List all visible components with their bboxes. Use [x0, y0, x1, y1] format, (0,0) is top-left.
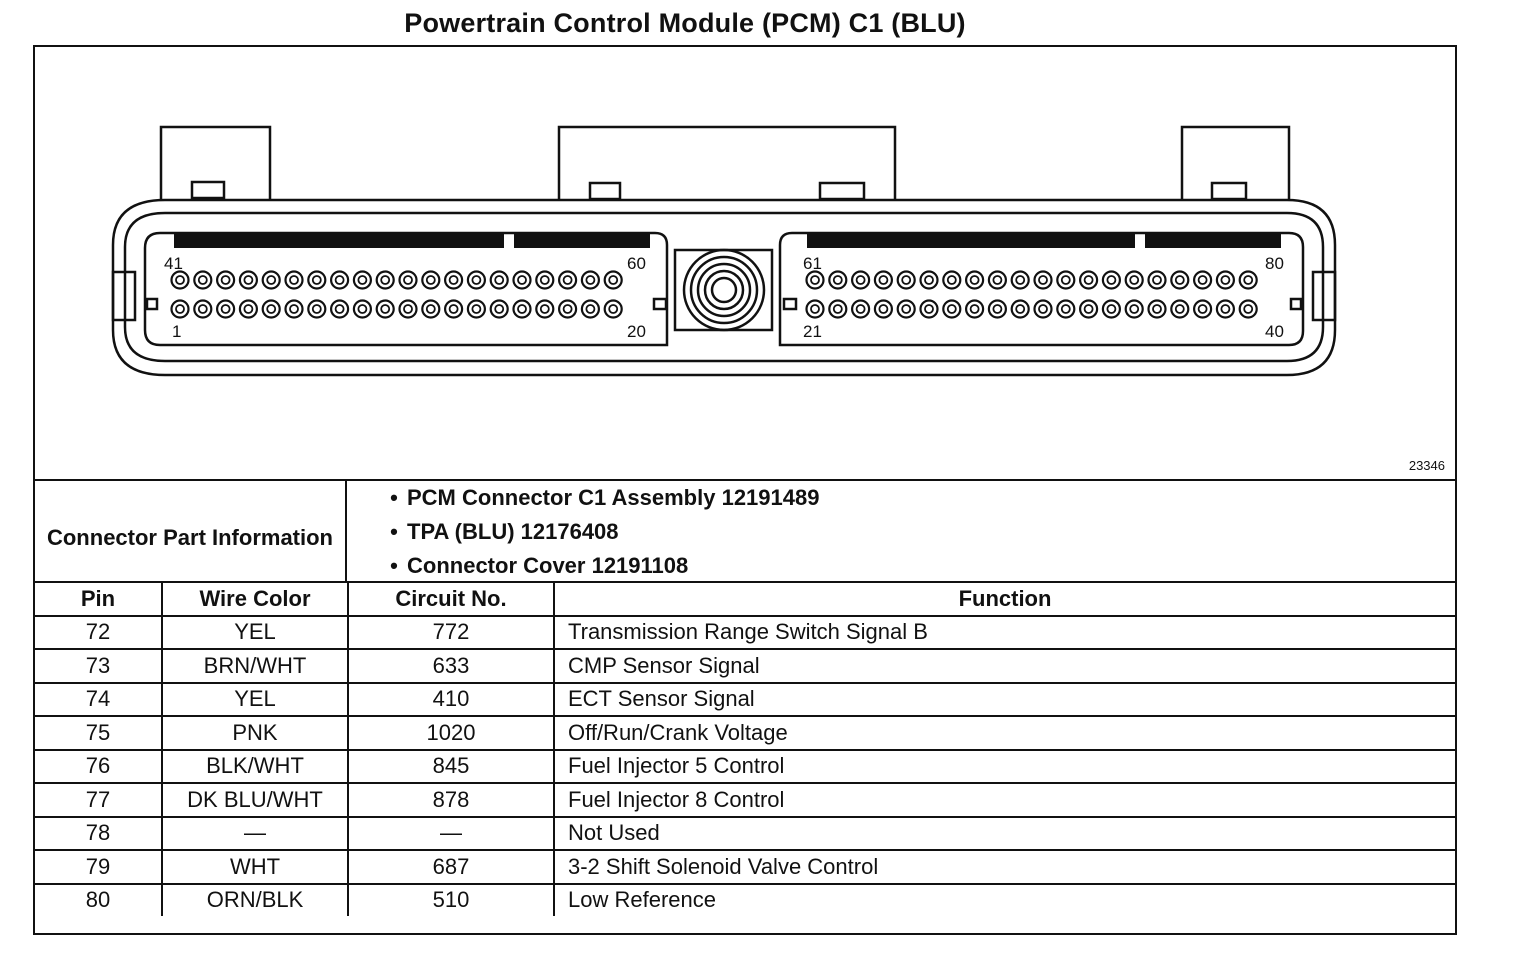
- cell-function: CMP Sensor Signal: [554, 649, 1455, 683]
- pin-terminal-54: [472, 276, 480, 284]
- pin-cavity-34: [1103, 301, 1120, 318]
- pin-terminal-37: [1176, 305, 1184, 313]
- pin-terminal-33: [1085, 305, 1093, 313]
- pin-terminal-49: [358, 276, 366, 284]
- pin-terminal-40: [1244, 305, 1252, 313]
- pin-cavity-63: [852, 272, 869, 289]
- cell-function: Fuel Injector 5 Control: [554, 750, 1455, 784]
- pin-terminal-63: [857, 276, 865, 284]
- pin-terminal-62: [834, 276, 842, 284]
- pin-cavity-51: [400, 272, 417, 289]
- pin-terminal-12: [427, 305, 435, 313]
- pin-terminal-3: [222, 305, 230, 313]
- pin-cavity-13: [445, 301, 462, 318]
- table-row: [35, 683, 1455, 717]
- pin-terminal-55: [495, 276, 503, 284]
- pin-cavity-50: [377, 272, 394, 289]
- part-info-item: • TPA (BLU) 12176408: [351, 515, 819, 549]
- cell-wire-color: DK BLU/WHT: [162, 783, 348, 817]
- pin-terminal-7: [313, 305, 321, 313]
- pin-cavity-65: [898, 272, 915, 289]
- pin-terminal-56: [518, 276, 526, 284]
- pin-terminal-75: [1130, 276, 1138, 284]
- pin-terminal-16: [518, 305, 526, 313]
- pin-terminal-17: [541, 305, 549, 313]
- pin-cavity-52: [422, 272, 439, 289]
- pin-cavity-3: [217, 301, 234, 318]
- pin-cavity-72: [1057, 272, 1074, 289]
- pin-terminal-72: [1062, 276, 1070, 284]
- pin-cavity-21: [807, 301, 824, 318]
- cell-circuit: —: [348, 817, 554, 851]
- center-post-outer: [684, 250, 764, 330]
- pin-terminal-22: [834, 305, 842, 313]
- pin-cavity-76: [1149, 272, 1166, 289]
- figure-number: 23346: [1408, 458, 1445, 473]
- pin-terminal-31: [1039, 305, 1047, 313]
- pin-cavity-9: [354, 301, 371, 318]
- pin-label-40: 40: [1265, 322, 1284, 341]
- pin-cavity-30: [1012, 301, 1029, 318]
- pin-terminal-78: [1199, 276, 1207, 284]
- cell-pin: 80: [35, 884, 162, 917]
- part-info-item: • PCM Connector C1 Assembly 12191489: [351, 481, 819, 515]
- pin-label-20: 20: [627, 322, 646, 341]
- pin-cavity-22: [829, 301, 846, 318]
- pin-terminal-66: [925, 276, 933, 284]
- pin-cavity-48: [331, 272, 348, 289]
- pin-cavity-7: [308, 301, 325, 318]
- pin-cavity-43: [217, 272, 234, 289]
- pin-terminal-6: [290, 305, 298, 313]
- pin-terminal-47: [313, 276, 321, 284]
- pin-terminal-73: [1085, 276, 1093, 284]
- pin-cavity-64: [875, 272, 892, 289]
- pin-terminal-58: [564, 276, 572, 284]
- header-function: Function: [554, 583, 1455, 616]
- pin-terminal-18: [564, 305, 572, 313]
- pin-cavity-16: [514, 301, 531, 318]
- cell-wire-color: BRN/WHT: [162, 649, 348, 683]
- pin-cavity-17: [536, 301, 553, 318]
- pin-terminal-20: [609, 305, 617, 313]
- pin-cavity-67: [943, 272, 960, 289]
- pin-terminal-79: [1221, 276, 1229, 284]
- cell-circuit: 510: [348, 884, 554, 917]
- pin-number-labels: [164, 254, 1284, 341]
- pin-cavity-70: [1012, 272, 1029, 289]
- cell-wire-color: PNK: [162, 716, 348, 750]
- pin-terminal-70: [1016, 276, 1024, 284]
- pin-terminal-36: [1153, 305, 1161, 313]
- pin-cavity-40: [1240, 301, 1257, 318]
- pin-cavity-71: [1035, 272, 1052, 289]
- pin-terminal-57: [541, 276, 549, 284]
- right-seal-bar-2: [1145, 233, 1281, 248]
- pin-cavity-62: [829, 272, 846, 289]
- pin-cavity-28: [966, 301, 983, 318]
- pin-cavity-78: [1194, 272, 1211, 289]
- pin-cavity-73: [1080, 272, 1097, 289]
- cell-wire-color: WHT: [162, 850, 348, 884]
- pin-terminal-80: [1244, 276, 1252, 284]
- right-latch: [1182, 127, 1289, 200]
- pin-cavity-6: [286, 301, 303, 318]
- cell-circuit: 772: [348, 616, 554, 650]
- pin-terminal-76: [1153, 276, 1161, 284]
- cell-pin: 79: [35, 850, 162, 884]
- cell-circuit: 845: [348, 750, 554, 784]
- cell-pin: 77: [35, 783, 162, 817]
- pin-cavity-26: [921, 301, 938, 318]
- cell-pin: 75: [35, 716, 162, 750]
- pin-terminal-50: [381, 276, 389, 284]
- cell-circuit: 410: [348, 683, 554, 717]
- pin-cavity-75: [1126, 272, 1143, 289]
- pin-terminal-39: [1221, 305, 1229, 313]
- cell-function: ECT Sensor Signal: [554, 683, 1455, 717]
- table-row: [35, 750, 1455, 784]
- pin-cavity-59: [582, 272, 599, 289]
- pin-terminal-61: [811, 276, 819, 284]
- header-wire-color: Wire Color: [162, 583, 348, 616]
- pin-cavity-44: [240, 272, 257, 289]
- pin-terminal-8: [336, 305, 344, 313]
- cell-circuit: 633: [348, 649, 554, 683]
- left-seal-bar-1: [174, 233, 504, 248]
- cell-pin: 74: [35, 683, 162, 717]
- pin-terminal-1: [176, 305, 184, 313]
- page-title: Powertrain Control Module (PCM) C1 (BLU): [404, 8, 966, 38]
- part-info-label: Connector Part Information: [35, 479, 347, 581]
- pin-terminal-19: [586, 305, 594, 313]
- pin-terminal-29: [993, 305, 1001, 313]
- left-key-square-2: [654, 299, 666, 309]
- pin-terminal-30: [1016, 305, 1024, 313]
- table-row: [35, 850, 1455, 884]
- pin-label-60: 60: [627, 254, 646, 273]
- pin-terminal-53: [450, 276, 458, 284]
- pin-cavity-27: [943, 301, 960, 318]
- table-row: [35, 783, 1455, 817]
- pin-terminal-35: [1130, 305, 1138, 313]
- left-latch: [161, 127, 270, 200]
- cell-function: Transmission Range Switch Signal B: [554, 616, 1455, 650]
- cell-pin: 73: [35, 649, 162, 683]
- cell-wire-color: —: [162, 817, 348, 851]
- pin-terminal-14: [472, 305, 480, 313]
- pin-terminal-43: [222, 276, 230, 284]
- cell-circuit: 687: [348, 850, 554, 884]
- part-info-item: • Connector Cover 12191108: [351, 549, 819, 583]
- cell-function: Fuel Injector 8 Control: [554, 783, 1455, 817]
- pin-cavity-14: [468, 301, 485, 318]
- table-row: [35, 616, 1455, 650]
- pin-cavity-36: [1149, 301, 1166, 318]
- pin-terminal-52: [427, 276, 435, 284]
- connector-part-information: [35, 479, 1455, 583]
- pin-cavity-20: [605, 301, 622, 318]
- pin-cavity-24: [875, 301, 892, 318]
- pin-cavity-11: [400, 301, 417, 318]
- connector-sheet: [33, 45, 1457, 935]
- center-latch-tab-left: [590, 183, 620, 199]
- pin-cavity-29: [989, 301, 1006, 318]
- right-seal-bar-1: [807, 233, 1135, 248]
- pin-cavity-45: [263, 272, 280, 289]
- pin-terminal-51: [404, 276, 412, 284]
- cell-wire-color: ORN/BLK: [162, 884, 348, 917]
- left-key-square: [147, 299, 157, 309]
- pin-terminal-26: [925, 305, 933, 313]
- pin-cavity-19: [582, 301, 599, 318]
- pin-cavity-56: [514, 272, 531, 289]
- table-body: [35, 616, 1455, 917]
- pin-label-61: 61: [803, 254, 822, 273]
- cell-wire-color: BLK/WHT: [162, 750, 348, 784]
- pin-cavity-53: [445, 272, 462, 289]
- pin-terminal-32: [1062, 305, 1070, 313]
- pin-terminal-46: [290, 276, 298, 284]
- table-row: [35, 884, 1455, 917]
- header-circuit: Circuit No.: [348, 583, 554, 616]
- pin-terminal-15: [495, 305, 503, 313]
- center-latch: [559, 127, 895, 200]
- pin-cavity-1: [172, 301, 189, 318]
- pin-terminal-59: [586, 276, 594, 284]
- left-seal-bar-2: [514, 233, 650, 248]
- right-key-square: [784, 299, 796, 309]
- pin-cavity-12: [422, 301, 439, 318]
- cell-pin: 72: [35, 616, 162, 650]
- pin-terminal-60: [609, 276, 617, 284]
- pin-cavity-18: [559, 301, 576, 318]
- cell-circuit: 1020: [348, 716, 554, 750]
- pin-terminal-4: [244, 305, 252, 313]
- pin-cavity-15: [491, 301, 508, 318]
- pin-cavity-4: [240, 301, 257, 318]
- cell-pin: 76: [35, 750, 162, 784]
- pin-terminal-9: [358, 305, 366, 313]
- connector-diagram: [35, 47, 1455, 481]
- left-latch-tab: [192, 182, 224, 198]
- pin-terminal-10: [381, 305, 389, 313]
- pin-label-80: 80: [1265, 254, 1284, 273]
- pin-cavity-74: [1103, 272, 1120, 289]
- pin-cavity-32: [1057, 301, 1074, 318]
- pin-function-table: [35, 583, 1455, 916]
- cell-circuit: 878: [348, 783, 554, 817]
- part-info-list: [351, 481, 819, 583]
- pin-terminal-24: [879, 305, 887, 313]
- pin-cavity-33: [1080, 301, 1097, 318]
- pin-terminal-77: [1176, 276, 1184, 284]
- pin-cavity-61: [807, 272, 824, 289]
- pin-terminal-64: [879, 276, 887, 284]
- pin-cavity-58: [559, 272, 576, 289]
- table-row: [35, 649, 1455, 683]
- pin-terminal-21: [811, 305, 819, 313]
- pin-cavity-10: [377, 301, 394, 318]
- cell-wire-color: YEL: [162, 683, 348, 717]
- right-latch-tab: [1212, 183, 1246, 199]
- pin-terminal-28: [971, 305, 979, 313]
- pin-terminal-69: [993, 276, 1001, 284]
- pin-cavity-68: [966, 272, 983, 289]
- pin-label-21: 21: [803, 322, 822, 341]
- pin-cavity-2: [194, 301, 211, 318]
- pin-cavity-23: [852, 301, 869, 318]
- pin-terminal-11: [404, 305, 412, 313]
- table-row: [35, 817, 1455, 851]
- pin-cavity-79: [1217, 272, 1234, 289]
- pin-terminal-68: [971, 276, 979, 284]
- pin-cavity-80: [1240, 272, 1257, 289]
- pin-cavity-31: [1035, 301, 1052, 318]
- cell-function: Low Reference: [554, 884, 1455, 917]
- pin-cavity-46: [286, 272, 303, 289]
- pin-terminal-34: [1107, 305, 1115, 313]
- pin-cavity-77: [1171, 272, 1188, 289]
- pin-terminal-48: [336, 276, 344, 284]
- pin-terminal-2: [199, 305, 207, 313]
- pin-cavity-69: [989, 272, 1006, 289]
- table-header-row: [35, 583, 1455, 616]
- pin-cavity-66: [921, 272, 938, 289]
- pin-terminal-5: [267, 305, 275, 313]
- pin-cavity-38: [1194, 301, 1211, 318]
- pin-terminal-23: [857, 305, 865, 313]
- table-row: [35, 716, 1455, 750]
- pin-terminal-13: [450, 305, 458, 313]
- pin-cavity-60: [605, 272, 622, 289]
- pin-cavity-55: [491, 272, 508, 289]
- pin-terminal-27: [948, 305, 956, 313]
- pin-terminal-45: [267, 276, 275, 284]
- pin-cavity-42: [194, 272, 211, 289]
- pin-cavity-49: [354, 272, 371, 289]
- cell-wire-color: YEL: [162, 616, 348, 650]
- pin-cavity-5: [263, 301, 280, 318]
- pin-label-41: 41: [164, 254, 183, 273]
- cell-function: 3-2 Shift Solenoid Valve Control: [554, 850, 1455, 884]
- center-latch-tab-right: [820, 183, 864, 199]
- pin-terminal-41: [176, 276, 184, 284]
- pin-terminal-25: [902, 305, 910, 313]
- cell-function: Not Used: [554, 817, 1455, 851]
- cell-function: Off/Run/Crank Voltage: [554, 716, 1455, 750]
- pin-terminal-44: [244, 276, 252, 284]
- pin-label-1: 1: [172, 322, 182, 341]
- pin-cavity-47: [308, 272, 325, 289]
- pin-terminal-38: [1199, 305, 1207, 313]
- pin-cavity-25: [898, 301, 915, 318]
- header-pin: Pin: [35, 583, 162, 616]
- pin-cavity-57: [536, 272, 553, 289]
- connector-face-drawing: [35, 47, 1455, 477]
- pin-cavity-54: [468, 272, 485, 289]
- pin-cavity-8: [331, 301, 348, 318]
- pin-terminal-74: [1107, 276, 1115, 284]
- pin-terminal-42: [199, 276, 207, 284]
- pin-terminal-65: [902, 276, 910, 284]
- pin-cavity-37: [1171, 301, 1188, 318]
- pin-cavity-39: [1217, 301, 1234, 318]
- pin-terminal-71: [1039, 276, 1047, 284]
- pin-cavity-41: [172, 272, 189, 289]
- cell-pin: 78: [35, 817, 162, 851]
- right-key-square-2: [1291, 299, 1301, 309]
- pin-terminal-67: [948, 276, 956, 284]
- pin-cavity-35: [1126, 301, 1143, 318]
